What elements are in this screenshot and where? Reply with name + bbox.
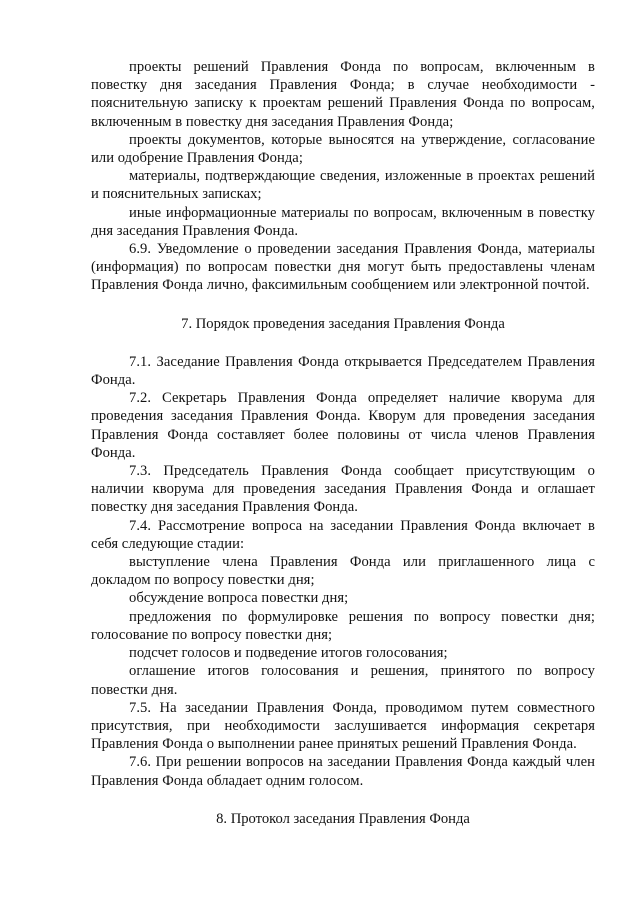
paragraph-draft-decisions: проекты решений Правления Фонда по вопросам, включенным в повестку дня заседания Правления Фонда; в случае необходимости - пояснительную записку к проектам решений Правления Фонда по вопросам, включенным в повестку дня заседания Правления Фонда;	[91, 59, 595, 130]
paragraph-supporting-materials: материалы, подтверждающие сведения, изложенные в проектах решений и пояснительных записках;	[91, 168, 595, 203]
paragraph-7-4: 7.4. Рассмотрение вопроса на заседании Правления Фонда включает в себя следующие стадии:	[91, 517, 595, 552]
paragraph-draft-documents: проекты документов, которые выносятся на утверждение, согласование или одобрение Правления Фонда;	[91, 131, 595, 167]
section-7-heading: 7. Порядок проведения заседания Правления Фонда	[181, 315, 505, 332]
stage-proposals-voting: предложения по формулировке решения по вопросу повестки дня; голосование по вопросу повестки дня;	[91, 608, 595, 643]
paragraph-7-3: 7.3. Председатель Правления Фонда сообщает присутствующим о наличии кворума для проведения заседания Правления Фонда и оглашает повестку дня заседания Правления Фонда.	[91, 463, 595, 516]
paragraph-7-6: 7.6. При решении вопросов на заседании Правления Фонда каждый член Правления Фонда обладает одним голосом.	[91, 754, 595, 789]
paragraph-7-5: 7.5. На заседании Правления Фонда, проводимом путем совместного присутствия, при необходимости заслушивается информация секретаря Правления Фонда о выполнении ранее принятых решений Правления Фонда.	[91, 699, 595, 753]
section-8-heading: 8. Протокол заседания Правления Фонда	[216, 810, 470, 827]
paragraph-7-1: 7.1. Заседание Правления Фонда открывается Председателем Правления Фонда.	[91, 353, 595, 389]
document-body	[91, 58, 595, 828]
stage-discussion: обсуждение вопроса повестки дня;	[129, 590, 349, 607]
paragraph-7-2: 7.2. Секретарь Правления Фонда определяет наличие кворума для проведения заседания Правления Фонда. Кворум для проведения заседания Правления Фонда составляет более половины от числа членов Правления Фонда.	[91, 390, 595, 461]
paragraph-other-materials: иные информационные материалы по вопросам, включенным в повестку дня заседания Правления Фонда.	[91, 204, 595, 239]
stage-announcement: оглашение итогов голосования и решения, принятого по вопросу повестки дня.	[91, 663, 595, 698]
stage-report: выступление члена Правления Фонда или приглашенного лица с докладом по вопросу повестки дня;	[91, 554, 595, 589]
stage-vote-count: подсчет голосов и подведение итогов голосования;	[129, 645, 448, 662]
paragraph-6-9: 6.9. Уведомление о проведении заседания Правления Фонда, материалы (информация) по вопросам повестки дня могут быть предоставлены членам Правления Фонда лично, факсимильным сообщением или электронной почтой.	[91, 241, 595, 294]
